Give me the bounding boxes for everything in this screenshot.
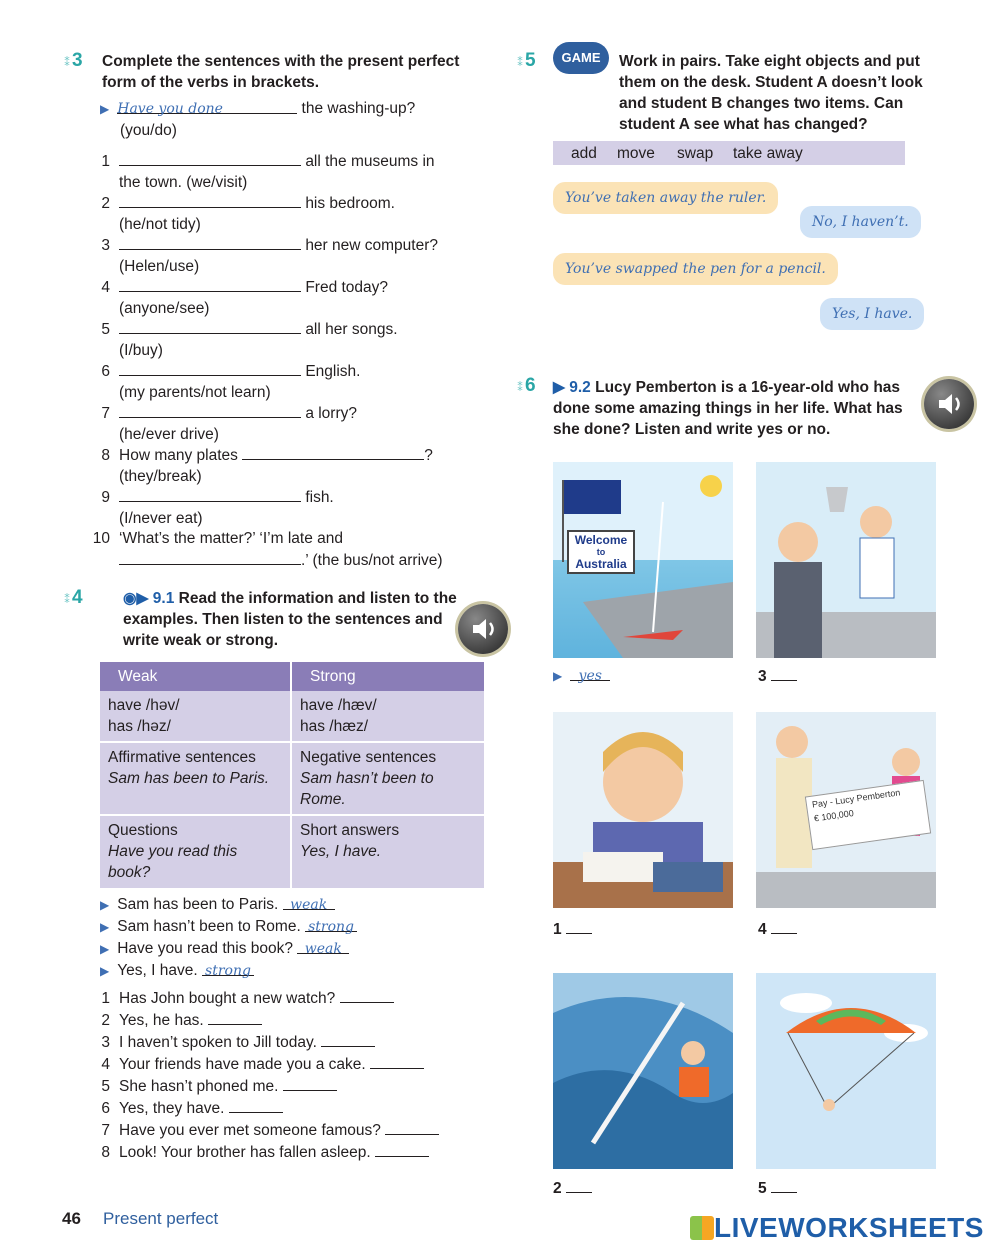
exercise-4-example: ▶ Sam hasn’t been to Rome. strong [100,916,500,938]
exercise-4-example: ▶ Have you read this book? weak [100,938,500,960]
exercise-3-item: 4 Fred today? (anyone/see) [92,276,512,318]
answer-line[interactable] [119,402,301,418]
brand-logo: LIVEWORKSHEETS [690,1212,984,1244]
word-item: move [617,145,655,162]
answer-line[interactable] [370,1053,424,1069]
exercise-4-item: 4 Your friends have made you a cake. [92,1053,512,1075]
answer-line[interactable] [566,918,592,934]
answer-line[interactable] [242,444,424,460]
picture-sailing-australia [553,462,733,658]
answer-line[interactable] [229,1097,283,1113]
exercise-5-number: ⁑ 5 [515,50,536,72]
table-cell: Affirmative sentences Sam has been to Paris. [100,742,291,815]
table-header-strong: Strong [291,662,484,691]
exercise-3-example: ▶ Have you done the washing-up? (you/do) [100,100,416,139]
arrow-icon: ▶ [100,898,110,912]
exercise-6-instruction: ▶ 9.2 Lucy Pemberton is a 16-year-old who has done some amazing things in her life. What has she done? Listen and write yes or no. [553,379,903,438]
star-icon: ⁑ [64,594,70,606]
picture-parachute [756,973,936,1169]
arrow-icon: ▶ [100,964,110,978]
table-cell: have /hæv/ has /hæz/ [291,691,484,742]
game-badge: GAME [553,42,609,74]
star-icon: ⁑ [517,57,523,69]
answer-line[interactable] [119,486,301,502]
play-icon: ▶ [553,379,565,396]
example-answer-line [117,98,297,117]
exercise-3-item: 8 How many plates ? (they/break) [92,444,512,486]
exercise-4-item: 7 Have you ever met someone famous? [92,1119,512,1141]
exercise-3-item: 6 English. (my parents/not learn) [92,360,512,402]
weak-strong-table [100,662,484,888]
answer-2: 2 [553,1177,592,1199]
exercise-3-item: 3 her new computer? (Helen/use) [92,234,512,276]
arrow-icon: ▶ [100,920,110,934]
arrow-icon: ▶ [100,942,110,956]
answer-line[interactable] [340,987,394,1003]
answer-line[interactable] [771,918,797,934]
word-item: add [571,145,597,162]
picture-studying [553,712,733,908]
word-item: take away [733,145,803,162]
exercise-4-number: ⁑ 4 [62,587,83,609]
speech-bubble: You’ve swapped the pen for a pencil. [553,253,838,285]
exercise-5-instruction: Work in pairs. Take eight objects and put them on the desk. Student A doesn’t look and student B changes two items. Can student A see what has changed? [619,53,923,133]
audio-speaker-icon[interactable] [458,604,508,654]
exercise-4-instruction: ◉▶ 9.1 Read the information and listen to the examples. Then listen to the sentences and write weak or strong. [123,590,457,649]
section-title: Present perfect [103,1209,219,1228]
table-cell: have /həv/ has /həz/ [100,691,291,742]
speech-bubble: No, I haven’t. [800,206,921,238]
exercise-3-item: 9 fish. (I/never eat) [92,486,512,528]
table-cell: Questions Have you read this book? [100,815,291,888]
table-cell: Negative sentences Sam hasn’t been to Rome. [291,742,484,815]
arrow-icon: ▶ [100,102,110,116]
exercise-4-item: 3 I haven’t spoken to Jill today. [92,1031,512,1053]
arrow-icon: ▶ [553,669,563,683]
exercise-4-item: 1 Has John bought a new watch? [92,987,512,1009]
word-box [553,141,905,165]
exercise-3-item: 10 ‘What’s the matter?’ ‘I’m late and .’ (the bus/not arrive) [92,530,443,569]
answer-4: 4 [758,918,797,940]
answer-line[interactable] [119,150,301,166]
exercise-4-item: 5 She hasn’t phoned me. [92,1075,512,1097]
answer-line[interactable] [119,360,301,376]
table-header-weak: Weak [100,662,291,691]
answer-example: ▶ yes [553,665,610,687]
exercise-3-item: 5 all her songs. (I/buy) [92,318,512,360]
exercise-6-number: ⁑ 6 [515,375,536,397]
example-answer: Have you done [117,101,223,117]
exercise-4-examples [100,894,500,982]
picture-trophy [756,462,936,658]
answer-5: 5 [758,1177,797,1199]
picture-cheque [756,712,936,908]
answer-line[interactable] [283,1075,337,1091]
exercise-3-item: 7 a lorry? (he/ever drive) [92,402,512,444]
word-item: swap [677,145,714,162]
exercise-4-item: 8 Look! Your brother has fallen asleep. [92,1141,512,1163]
exercise-4-item: 6 Yes, they have. [92,1097,512,1119]
exercise-4-items [92,987,512,1163]
cd-icon: ◉▶ [123,590,149,607]
answer-line[interactable] [119,192,301,208]
answer-3: 3 [758,665,797,687]
exercise-4-example: ▶ Yes, I have. strong [100,960,500,982]
answer-line[interactable] [321,1031,375,1047]
answer-line[interactable] [771,665,797,681]
picture-windsurfing [553,973,733,1169]
star-icon: ⁑ [517,382,523,394]
answer-line[interactable] [119,549,301,565]
speech-bubble: You’ve taken away the ruler. [553,182,778,214]
answer-line[interactable] [208,1009,262,1025]
page-number: 46 [62,1209,81,1228]
exercise-3-item: 2 his bedroom. (he/not tidy) [92,192,512,234]
star-icon: ⁑ [64,57,70,69]
cheque: Pay - Lucy Pemberton € 100,000 [805,780,931,850]
exercise-3-items [92,150,512,570]
exercise-3-instruction: Complete the sentences with the present perfect form of the verbs in brackets. [102,53,460,91]
exercise-3-item: 1 all the museums in the town. (we/visit) [92,150,512,192]
answer-line[interactable] [375,1141,429,1157]
answer-line[interactable] [771,1177,797,1193]
exercise-4-example: ▶ Sam has been to Paris. weak [100,894,500,916]
welcome-sign: Welcome to Australia [567,530,635,574]
answer-line[interactable] [119,234,301,250]
answer-1: 1 [553,918,592,940]
audio-speaker-icon[interactable] [924,379,974,429]
answer-line[interactable] [119,318,301,334]
answer-line[interactable] [385,1119,439,1135]
table-cell: Short answers Yes, I have. [291,815,484,888]
answer-line[interactable] [566,1177,592,1193]
exercise-4-item: 2 Yes, he has. [92,1009,512,1031]
answer-line[interactable] [119,276,301,292]
speech-bubble: Yes, I have. [820,298,924,330]
exercise-3-number: ⁑ 3 [62,50,83,72]
logo-icon [690,1216,714,1240]
